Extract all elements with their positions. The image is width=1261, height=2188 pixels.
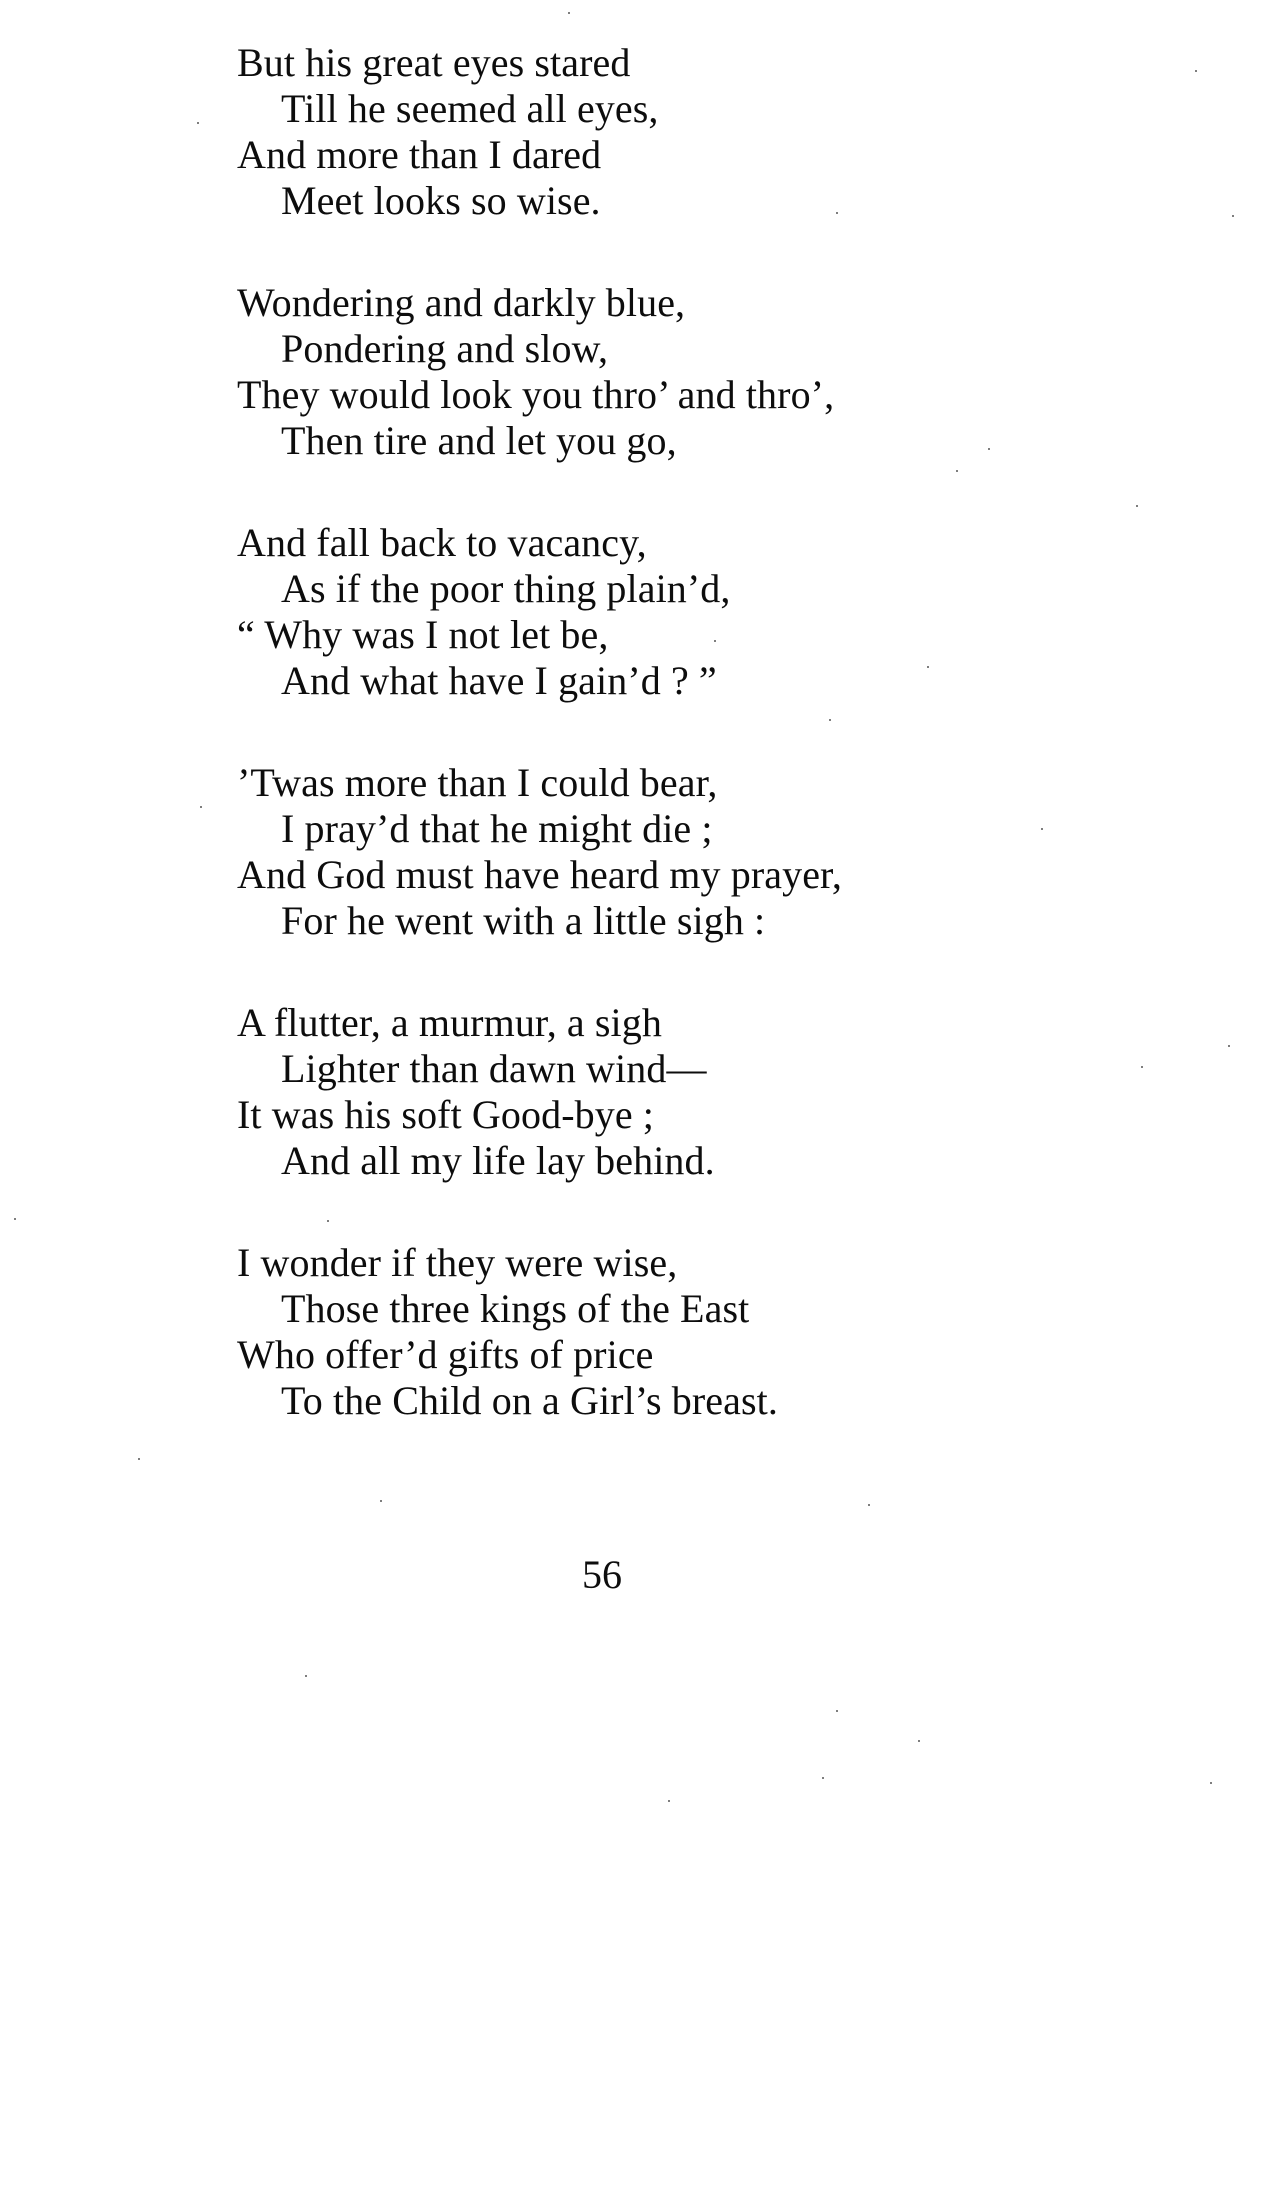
stanza <box>237 1000 1057 1184</box>
poem-line: And more than I dared <box>237 132 602 177</box>
poem-line: “ Why was I not let be, <box>237 612 609 657</box>
stanza <box>237 760 1057 944</box>
page-number: 56 <box>582 1552 622 1597</box>
poem-line: For he went with a little sigh : <box>281 898 766 943</box>
poem-line: As if the poor thing plain’d, <box>281 566 731 611</box>
poem-line: They would look you thro’ and thro’, <box>237 372 835 417</box>
poem-line: Who offer’d gifts of price <box>237 1332 654 1377</box>
stanza <box>237 520 1057 704</box>
poem-line: Then tire and let you go, <box>281 418 677 463</box>
poem-line: But his great eyes stared <box>237 40 631 85</box>
poem-line: It was his soft Good-bye ; <box>237 1092 654 1137</box>
poem-line: Till he seemed all eyes, <box>281 86 659 131</box>
poem-line: And God must have heard my prayer, <box>237 852 842 897</box>
poem-line: And fall back to vacancy, <box>237 520 647 565</box>
stanza <box>237 1240 1057 1424</box>
poem-line: A flutter, a murmur, a sigh <box>237 1000 662 1045</box>
poem <box>237 40 1057 1480</box>
poem-line: Lighter than dawn wind— <box>281 1046 707 1091</box>
poem-line: ’Twas more than I could bear, <box>237 760 718 805</box>
poem-line: Wondering and darkly blue, <box>237 280 686 325</box>
poem-line: Pondering and slow, <box>281 326 609 371</box>
poem-line: I wonder if they were wise, <box>237 1240 678 1285</box>
poem-line: Meet looks so wise. <box>281 178 601 223</box>
stanza <box>237 280 1057 464</box>
poem-line: Those three kings of the East <box>281 1286 750 1331</box>
poem-line: I pray’d that he might die ; <box>281 806 713 851</box>
stanza <box>237 40 1057 224</box>
poem-line: To the Child on a Girl’s breast. <box>281 1378 778 1423</box>
poem-line: And what have I gain’d ? ” <box>281 658 717 703</box>
poem-line: And all my life lay behind. <box>281 1138 715 1183</box>
